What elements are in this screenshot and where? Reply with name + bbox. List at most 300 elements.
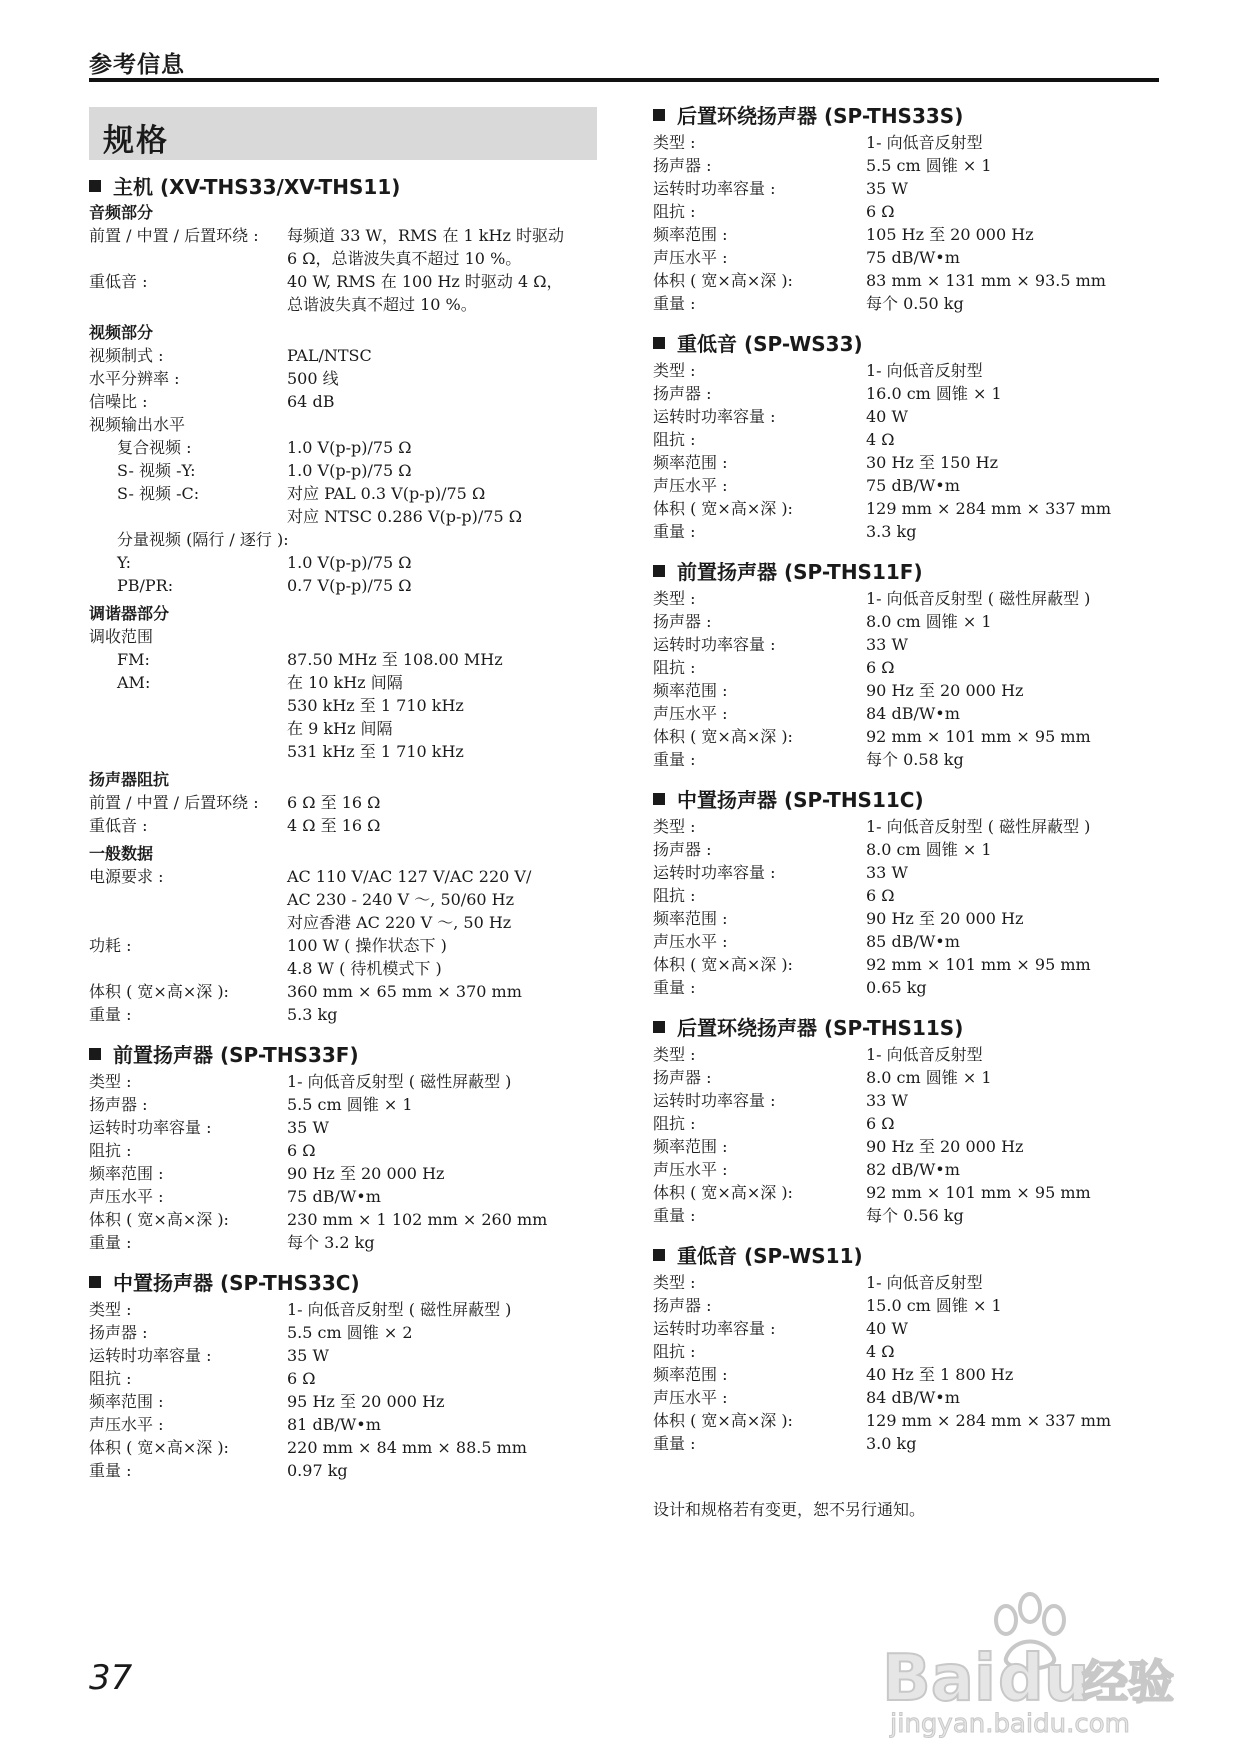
spec-row bbox=[653, 1204, 1173, 1227]
spec-value: 40 W bbox=[866, 1319, 908, 1338]
spec-value: 33 W bbox=[866, 635, 908, 654]
spec-label: 扬声器 : bbox=[89, 1323, 148, 1342]
spec-value: 6 Ω bbox=[866, 658, 895, 677]
spec-label: 信噪比 : bbox=[89, 392, 148, 411]
spec-row bbox=[89, 1459, 609, 1482]
spec-label: AM: bbox=[117, 673, 151, 692]
spec-block bbox=[653, 785, 1173, 999]
spec-label: 频率范围 : bbox=[89, 1164, 164, 1183]
spec-row bbox=[89, 717, 609, 740]
spec-value: 40 W, RMS 在 100 Hz 时驱动 4 Ω， bbox=[287, 272, 563, 291]
spec-value: 85 dB/W•m bbox=[866, 932, 960, 951]
spec-label: 频率范围 : bbox=[653, 1137, 728, 1156]
spec-row bbox=[653, 587, 1173, 610]
block-title bbox=[89, 1268, 609, 1298]
spec-row bbox=[89, 1003, 609, 1026]
spec-label: 重低音 : bbox=[89, 272, 148, 291]
spec-label: 体积 ( 宽×高×深 ): bbox=[653, 955, 793, 974]
spec-value: 40 Hz 至 1 800 Hz bbox=[866, 1365, 1014, 1384]
spec-label: 电源要求 : bbox=[89, 867, 164, 886]
spec-value: 75 dB/W•m bbox=[866, 248, 960, 267]
spec-row bbox=[653, 1432, 1173, 1455]
spec-row bbox=[653, 1271, 1173, 1294]
spec-label: 水平分辨率 : bbox=[89, 369, 180, 388]
spec-row bbox=[89, 413, 609, 436]
block-title-text: 重低音 (SP-WS33) bbox=[677, 332, 863, 356]
spec-value: 30 Hz 至 150 Hz bbox=[866, 453, 999, 472]
spec-row bbox=[89, 934, 609, 957]
square-bullet-icon bbox=[89, 180, 101, 192]
spec-value: 1- 向低音反射型 ( 磁性屏蔽型 ) bbox=[866, 817, 1091, 836]
spec-value: 129 mm × 284 mm × 337 mm bbox=[866, 1411, 1112, 1430]
spec-row bbox=[89, 1436, 609, 1459]
spec-value: 1- 向低音反射型 ( 磁性屏蔽型 ) bbox=[287, 1072, 512, 1091]
spec-label: 扬声器 : bbox=[653, 384, 712, 403]
spec-row bbox=[653, 405, 1173, 428]
spec-value: 81 dB/W•m bbox=[287, 1415, 381, 1434]
spec-label: 阻抗 : bbox=[653, 886, 696, 905]
spec-label: 阻抗 : bbox=[89, 1369, 132, 1388]
spec-label bbox=[89, 293, 287, 316]
spec-value: 64 dB bbox=[287, 392, 335, 411]
block-title bbox=[653, 329, 1173, 359]
spec-label: 重量 : bbox=[653, 978, 696, 997]
block-title bbox=[653, 101, 1173, 131]
spec-value: 530 kHz 至 1 710 kHz bbox=[287, 696, 464, 715]
spec-label: 重量 : bbox=[89, 1233, 132, 1252]
spec-value: 5.5 cm 圆锥 × 2 bbox=[287, 1323, 413, 1342]
spec-row bbox=[89, 1390, 609, 1413]
block-title bbox=[653, 1241, 1173, 1271]
spec-value: 1- 向低音反射型 bbox=[866, 133, 983, 152]
subsection-title: 一般数据 bbox=[89, 844, 154, 863]
square-bullet-icon bbox=[653, 1021, 665, 1033]
spec-label: 频率范围 : bbox=[653, 909, 728, 928]
subsection-title: 音频部分 bbox=[89, 203, 154, 222]
spec-label bbox=[89, 888, 287, 911]
spec-label: 类型 : bbox=[653, 133, 696, 152]
spec-value: 100 W ( 操作状态下 ) bbox=[287, 936, 447, 955]
spec-row bbox=[653, 953, 1173, 976]
spec-value: 每个 0.58 kg bbox=[866, 750, 964, 769]
spec-block bbox=[89, 1268, 609, 1482]
square-bullet-icon bbox=[653, 1249, 665, 1261]
block-title-text: 后置环绕扬声器 (SP-THS33S) bbox=[677, 104, 964, 128]
spec-row bbox=[653, 246, 1173, 269]
spec-row bbox=[653, 474, 1173, 497]
subsection-title: 扬声器阻抗 bbox=[89, 770, 170, 789]
spec-label: 复合视频 : bbox=[117, 438, 192, 457]
block-title-text: 前置扬声器 (SP-THS11F) bbox=[677, 560, 923, 584]
spec-row bbox=[89, 694, 609, 717]
svg-text:Bai: Bai bbox=[882, 1642, 996, 1716]
spec-row bbox=[89, 344, 609, 367]
spec-label bbox=[89, 957, 287, 980]
spec-row bbox=[653, 292, 1173, 315]
spec-value: 35 W bbox=[287, 1118, 329, 1137]
spec-value: 95 Hz 至 20 000 Hz bbox=[287, 1392, 445, 1411]
spec-label: 阻抗 : bbox=[653, 1342, 696, 1361]
square-bullet-icon bbox=[653, 109, 665, 121]
spec-row bbox=[653, 1409, 1173, 1432]
spec-row bbox=[653, 382, 1173, 405]
spec-value: 0.97 kg bbox=[287, 1461, 348, 1480]
spec-label: 类型 : bbox=[89, 1072, 132, 1091]
spec-value: 90 Hz 至 20 000 Hz bbox=[287, 1164, 445, 1183]
baidu-jingyan-watermark-logo bbox=[882, 1580, 1182, 1740]
spec-label: 频率范围 : bbox=[653, 1365, 728, 1384]
spec-row bbox=[89, 1116, 609, 1139]
spec-label: 阻抗 : bbox=[653, 1114, 696, 1133]
spec-row bbox=[89, 551, 609, 574]
spec-label: 阻抗 : bbox=[653, 658, 696, 677]
spec-block bbox=[653, 557, 1173, 771]
spec-label: 功耗 : bbox=[89, 936, 132, 955]
spec-label: 体积 ( 宽×高×深 ): bbox=[89, 982, 229, 1001]
spec-row bbox=[653, 1294, 1173, 1317]
spec-block bbox=[653, 1013, 1173, 1227]
spec-value: 35 W bbox=[866, 179, 908, 198]
spec-row bbox=[653, 1158, 1173, 1181]
spec-label: 重量 : bbox=[653, 1434, 696, 1453]
spec-block bbox=[653, 101, 1173, 315]
spec-label: 体积 ( 宽×高×深 ): bbox=[89, 1210, 229, 1229]
block-title bbox=[89, 1040, 609, 1070]
spec-label: 扬声器 : bbox=[653, 156, 712, 175]
spec-value: 92 mm × 101 mm × 95 mm bbox=[866, 1183, 1091, 1202]
spec-label: 频率范围 : bbox=[653, 453, 728, 472]
spec-value bbox=[287, 528, 609, 551]
spec-row bbox=[89, 1413, 609, 1436]
spec-label: 声压水平 : bbox=[653, 704, 728, 723]
spec-value: 6 Ω bbox=[287, 1141, 316, 1160]
spec-value: 3.0 kg bbox=[866, 1434, 917, 1453]
svg-text:du: du bbox=[998, 1642, 1090, 1716]
spec-row bbox=[89, 528, 609, 551]
spec-label: 重量 : bbox=[653, 294, 696, 313]
spec-value: 129 mm × 284 mm × 337 mm bbox=[866, 499, 1112, 518]
spec-row bbox=[89, 1093, 609, 1116]
spec-value: 0.7 V(p-p)/75 Ω bbox=[287, 576, 412, 595]
spec-label: 运转时功率容量 : bbox=[89, 1118, 212, 1137]
spec-row bbox=[653, 815, 1173, 838]
spec-value: 500 线 bbox=[287, 369, 339, 388]
spec-label: 体积 ( 宽×高×深 ): bbox=[653, 271, 793, 290]
section-title: 规格 bbox=[103, 123, 169, 159]
spec-value: 90 Hz 至 20 000 Hz bbox=[866, 681, 1024, 700]
spec-label: 扬声器 : bbox=[653, 612, 712, 631]
spec-value: 5.5 cm 圆锥 × 1 bbox=[866, 156, 992, 175]
spec-row bbox=[89, 791, 609, 814]
spec-row bbox=[89, 911, 609, 934]
spec-label: 运转时功率容量 : bbox=[653, 1319, 776, 1338]
spec-label: 体积 ( 宽×高×深 ): bbox=[653, 499, 793, 518]
spec-row bbox=[653, 1066, 1173, 1089]
square-bullet-icon bbox=[653, 793, 665, 805]
header-rule bbox=[89, 78, 1159, 82]
spec-label: 扬声器 : bbox=[89, 1095, 148, 1114]
spec-value: 5.3 kg bbox=[287, 1005, 338, 1024]
spec-label: 前置 / 中置 / 后置环绕 : bbox=[89, 793, 259, 812]
spec-value: 对应 NTSC 0.286 V(p-p)/75 Ω bbox=[287, 507, 522, 526]
spec-row bbox=[653, 725, 1173, 748]
spec-value: 1.0 V(p-p)/75 Ω bbox=[287, 553, 412, 572]
spec-label: 运转时功率容量 : bbox=[653, 635, 776, 654]
spec-label: PB/PR: bbox=[117, 576, 174, 595]
spec-row bbox=[653, 1089, 1173, 1112]
spec-row bbox=[653, 838, 1173, 861]
spec-label bbox=[89, 247, 287, 270]
spec-row bbox=[653, 930, 1173, 953]
spec-value: 在 10 kHz 间隔 bbox=[287, 673, 403, 692]
spec-label: Y: bbox=[117, 553, 131, 572]
spec-row bbox=[89, 574, 609, 597]
spec-value: 6 Ω bbox=[866, 886, 895, 905]
spec-row bbox=[89, 1185, 609, 1208]
spec-value: 在 9 kHz 间隔 bbox=[287, 719, 393, 738]
spec-label: 阻抗 : bbox=[653, 202, 696, 221]
spec-row bbox=[89, 224, 609, 247]
spec-label: 体积 ( 宽×高×深 ): bbox=[653, 1411, 793, 1430]
spec-label: 重低音 : bbox=[89, 816, 148, 835]
spec-row bbox=[89, 1344, 609, 1367]
spec-row bbox=[653, 154, 1173, 177]
spec-row bbox=[89, 1139, 609, 1162]
spec-row bbox=[653, 633, 1173, 656]
block-title-text: 重低音 (SP-WS11) bbox=[677, 1244, 863, 1268]
block-title-text: 主机 (XV-THS33/XV-THS11) bbox=[113, 175, 401, 199]
spec-row bbox=[653, 976, 1173, 999]
square-bullet-icon bbox=[653, 565, 665, 577]
spec-row bbox=[89, 888, 609, 911]
spec-row bbox=[89, 865, 609, 888]
spec-label bbox=[117, 694, 287, 717]
spec-row bbox=[89, 814, 609, 837]
spec-row bbox=[89, 957, 609, 980]
spec-value: 对应 PAL 0.3 V(p-p)/75 Ω bbox=[287, 484, 486, 503]
right-column bbox=[653, 101, 1173, 1455]
page-number: 37 bbox=[89, 1658, 133, 1698]
spec-row bbox=[653, 428, 1173, 451]
spec-row bbox=[653, 1363, 1173, 1386]
spec-label: 声压水平 : bbox=[653, 932, 728, 951]
spec-value: 8.0 cm 圆锥 × 1 bbox=[866, 1068, 992, 1087]
spec-row bbox=[89, 505, 609, 528]
spec-row bbox=[653, 656, 1173, 679]
spec-row bbox=[653, 907, 1173, 930]
spec-label: 运转时功率容量 : bbox=[653, 407, 776, 426]
square-bullet-icon bbox=[89, 1048, 101, 1060]
spec-label: 调收范围 bbox=[89, 627, 154, 646]
spec-row bbox=[89, 459, 609, 482]
spec-value: PAL/NTSC bbox=[287, 346, 372, 365]
spec-value: AC 110 V/AC 127 V/AC 220 V/ bbox=[287, 867, 532, 886]
spec-row bbox=[89, 436, 609, 459]
spec-value: 87.50 MHz 至 108.00 MHz bbox=[287, 650, 503, 669]
spec-value bbox=[287, 413, 609, 436]
block-title-text: 前置扬声器 (SP-THS33F) bbox=[113, 1043, 359, 1067]
spec-value: 6 Ω bbox=[866, 202, 895, 221]
spec-value: 230 mm × 1 102 mm × 260 mm bbox=[287, 1210, 548, 1229]
spec-value: 1- 向低音反射型 ( 磁性屏蔽型 ) bbox=[287, 1300, 512, 1319]
spec-value: 5.5 cm 圆锥 × 1 bbox=[287, 1095, 413, 1114]
spec-row bbox=[653, 679, 1173, 702]
spec-label: 扬声器 : bbox=[653, 1068, 712, 1087]
spec-row bbox=[653, 610, 1173, 633]
spec-value: 每个 0.56 kg bbox=[866, 1206, 964, 1225]
spec-value: 6 Ω 至 16 Ω bbox=[287, 793, 381, 812]
spec-label: 重量 : bbox=[653, 522, 696, 541]
spec-label: 声压水平 : bbox=[653, 1160, 728, 1179]
subsection-title: 调谐器部分 bbox=[89, 604, 170, 623]
spec-row bbox=[89, 980, 609, 1003]
spec-row bbox=[89, 625, 609, 648]
spec-row bbox=[653, 497, 1173, 520]
spec-value: 1- 向低音反射型 bbox=[866, 361, 983, 380]
square-bullet-icon bbox=[89, 1276, 101, 1288]
spec-row bbox=[653, 269, 1173, 292]
svg-text:jingyan.baidu.com: jingyan.baidu.com bbox=[890, 1709, 1130, 1739]
spec-label: 前置 / 中置 / 后置环绕 : bbox=[89, 226, 259, 245]
spec-label: 重量 : bbox=[89, 1005, 132, 1024]
spec-row bbox=[653, 702, 1173, 725]
spec-label: 声压水平 : bbox=[653, 476, 728, 495]
spec-row bbox=[653, 177, 1173, 200]
spec-row bbox=[653, 451, 1173, 474]
spec-value: 4 Ω bbox=[866, 1342, 895, 1361]
spec-value: 531 kHz 至 1 710 kHz bbox=[287, 742, 464, 761]
spec-value bbox=[287, 625, 609, 648]
spec-row bbox=[89, 1367, 609, 1390]
left-column bbox=[89, 172, 609, 1482]
spec-value: 6 Ω，总谐波失真不超过 10 %。 bbox=[287, 249, 522, 268]
spec-value: AC 230 - 240 V ～, 50/60 Hz bbox=[287, 890, 515, 909]
spec-label: 声压水平 : bbox=[653, 248, 728, 267]
spec-row bbox=[653, 1112, 1173, 1135]
spec-block bbox=[653, 329, 1173, 543]
spec-row bbox=[89, 648, 609, 671]
spec-row bbox=[89, 482, 609, 505]
spec-row bbox=[653, 1317, 1173, 1340]
spec-label: S- 视频 -C: bbox=[117, 484, 200, 503]
spec-row bbox=[653, 223, 1173, 246]
spec-value: 84 dB/W•m bbox=[866, 1388, 960, 1407]
block-title bbox=[653, 785, 1173, 815]
spec-row bbox=[653, 200, 1173, 223]
spec-value: 8.0 cm 圆锥 × 1 bbox=[866, 612, 992, 631]
spec-label: 声压水平 : bbox=[89, 1187, 164, 1206]
spec-value: 220 mm × 84 mm × 88.5 mm bbox=[287, 1438, 527, 1457]
spec-label: 频率范围 : bbox=[653, 681, 728, 700]
spec-value: 4.8 W ( 待机模式下 ) bbox=[287, 959, 442, 978]
spec-value: 总谐波失真不超过 10 %。 bbox=[287, 295, 477, 314]
spec-row bbox=[89, 671, 609, 694]
spec-block bbox=[89, 1040, 609, 1254]
svg-text:经验: 经验 bbox=[1082, 1655, 1174, 1709]
spec-row bbox=[89, 740, 609, 763]
spec-label: 类型 : bbox=[653, 361, 696, 380]
spec-row bbox=[89, 247, 609, 270]
spec-row bbox=[653, 1386, 1173, 1409]
spec-value: 对应香港 AC 220 V ～, 50 Hz bbox=[287, 913, 512, 932]
spec-value: 84 dB/W•m bbox=[866, 704, 960, 723]
spec-row bbox=[653, 131, 1173, 154]
spec-label: 类型 : bbox=[653, 1273, 696, 1292]
spec-row bbox=[653, 861, 1173, 884]
spec-value: 35 W bbox=[287, 1346, 329, 1365]
spec-value: 92 mm × 101 mm × 95 mm bbox=[866, 727, 1091, 746]
spec-value: 82 dB/W•m bbox=[866, 1160, 960, 1179]
spec-label: 扬声器 : bbox=[653, 840, 712, 859]
spec-label: 重量 : bbox=[89, 1461, 132, 1480]
block-title bbox=[653, 1013, 1173, 1043]
page-header-title: 参考信息 bbox=[89, 52, 185, 78]
section-title-box bbox=[89, 107, 597, 160]
spec-label: 视频制式 : bbox=[89, 346, 164, 365]
spec-value: 75 dB/W•m bbox=[866, 476, 960, 495]
spec-label: 阻抗 : bbox=[89, 1141, 132, 1160]
spec-row bbox=[653, 1043, 1173, 1066]
spec-label bbox=[117, 717, 287, 740]
spec-value: 83 mm × 131 mm × 93.5 mm bbox=[866, 271, 1106, 290]
spec-label: 扬声器 : bbox=[653, 1296, 712, 1315]
spec-label: 声压水平 : bbox=[653, 1388, 728, 1407]
spec-block bbox=[653, 1241, 1173, 1455]
spec-value: 每个 0.50 kg bbox=[866, 294, 964, 313]
square-bullet-icon bbox=[653, 337, 665, 349]
spec-row bbox=[89, 1162, 609, 1185]
block-title-text: 中置扬声器 (SP-THS11C) bbox=[677, 788, 924, 812]
spec-label: 类型 : bbox=[653, 589, 696, 608]
spec-value: 6 Ω bbox=[287, 1369, 316, 1388]
subsection-title: 视频部分 bbox=[89, 323, 154, 342]
block-title bbox=[653, 557, 1173, 587]
spec-label: 体积 ( 宽×高×深 ): bbox=[89, 1438, 229, 1457]
spec-value: 8.0 cm 圆锥 × 1 bbox=[866, 840, 992, 859]
spec-label bbox=[117, 740, 287, 763]
spec-label: 声压水平 : bbox=[89, 1415, 164, 1434]
spec-label: 重量 : bbox=[653, 1206, 696, 1225]
spec-row bbox=[89, 1070, 609, 1093]
spec-label: 频率范围 : bbox=[653, 225, 728, 244]
spec-label: 运转时功率容量 : bbox=[89, 1346, 212, 1365]
spec-row bbox=[653, 748, 1173, 771]
spec-label: 运转时功率容量 : bbox=[653, 1091, 776, 1110]
spec-value: 75 dB/W•m bbox=[287, 1187, 381, 1206]
spec-label: 阻抗 : bbox=[653, 430, 696, 449]
spec-value: 4 Ω bbox=[866, 430, 895, 449]
spec-label: 体积 ( 宽×高×深 ): bbox=[653, 727, 793, 746]
spec-row bbox=[653, 1340, 1173, 1363]
spec-value: 360 mm × 65 mm × 370 mm bbox=[287, 982, 522, 1001]
spec-label: FM: bbox=[117, 650, 150, 669]
spec-value: 1- 向低音反射型 ( 磁性屏蔽型 ) bbox=[866, 589, 1091, 608]
spec-value: 92 mm × 101 mm × 95 mm bbox=[866, 955, 1091, 974]
spec-value: 15.0 cm 圆锥 × 1 bbox=[866, 1296, 1002, 1315]
spec-row bbox=[653, 1135, 1173, 1158]
spec-row bbox=[653, 520, 1173, 543]
spec-row bbox=[89, 367, 609, 390]
block-title-text: 中置扬声器 (SP-THS33C) bbox=[113, 1271, 360, 1295]
spec-value: 每频道 33 W，RMS 在 1 kHz 时驱动 bbox=[287, 226, 564, 245]
spec-value: 6 Ω bbox=[866, 1114, 895, 1133]
spec-label: 视频输出水平 bbox=[89, 415, 186, 434]
spec-row bbox=[89, 270, 609, 293]
spec-row bbox=[89, 1208, 609, 1231]
spec-value: 每个 3.2 kg bbox=[287, 1233, 375, 1252]
spec-value: 40 W bbox=[866, 407, 908, 426]
spec-value: 1- 向低音反射型 bbox=[866, 1273, 983, 1292]
